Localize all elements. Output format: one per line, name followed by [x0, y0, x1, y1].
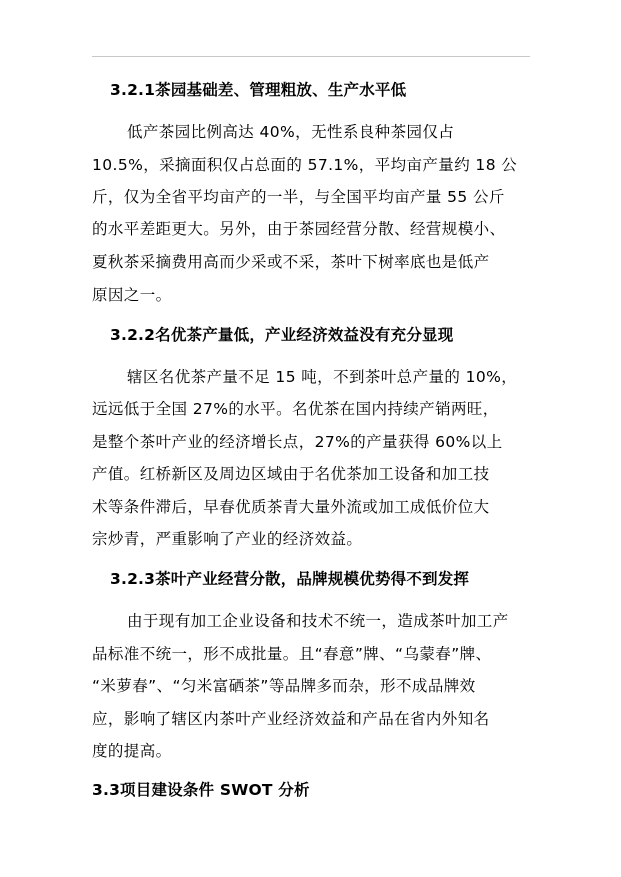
section-heading-3-2-1: 3.2.1茶园基础差、管理粗放、生产水平低: [110, 81, 407, 99]
paragraph-line: 辖区名优茶产量不足 15 吨，不到茶叶总产量的 10%，: [127, 368, 518, 386]
section-heading-3-3: 3.3项目建设条件 SWOT 分析: [92, 781, 310, 799]
section-heading-3-2-3: 3.2.3茶叶产业经营分散，品牌规模优势得不到发挥: [110, 570, 470, 588]
paragraph-line: “米萝春”、“匀米富硒茶”等品牌多而杂，形不成品牌效: [92, 677, 476, 695]
paragraph-line: 夏秋茶采摘费用高而少采或不采，茶叶下树率底也是低产: [92, 253, 490, 271]
paragraph-line: 术等条件滞后，早春优质茶青大量外流或加工成低价位大: [92, 498, 490, 516]
header-rule: [92, 56, 530, 57]
paragraph-line: 斤，仅为全省平均亩产的一半，与全国平均亩产量 55 公斤: [92, 188, 505, 206]
paragraph-line: 由于现有加工企业设备和技术不统一，造成茶叶加工产: [127, 612, 509, 630]
paragraph-line: 产值。红桥新区及周边区域由于名优茶加工设备和加工技: [92, 465, 490, 483]
paragraph-line: 低产茶园比例高达 40%，无性系良种茶园仅占: [127, 123, 455, 141]
paragraph-line: 宗炒青，严重影响了产业的经济效益。: [92, 530, 363, 548]
paragraph-line: 应，影响了辖区内茶叶产业经济效益和产品在省内外知名: [92, 710, 490, 728]
paragraph-line: 品标准不统一，形不成批量。且“春意”牌、“乌蒙春”牌、: [92, 645, 492, 663]
paragraph-line: 的水平差距更大。另外，由于茶园经营分散、经营规模小、: [92, 220, 506, 238]
section-heading-3-2-2: 3.2.2名优茶产量低，产业经济效益没有充分显现: [110, 326, 454, 344]
paragraph-line: 10.5%，采摘面积仅占总面的 57.1%，平均亩产量约 18 公: [92, 156, 518, 174]
paragraph-line: 是整个茶叶产业的经济增长点，27%的产量获得 60%以上: [92, 433, 503, 451]
paragraph-line: 远远低于全国 27%的水平。名优茶在国内持续产销两旺，: [92, 400, 499, 418]
paragraph-line: 原因之一。: [92, 286, 172, 304]
paragraph-line: 度的提高。: [92, 742, 172, 760]
